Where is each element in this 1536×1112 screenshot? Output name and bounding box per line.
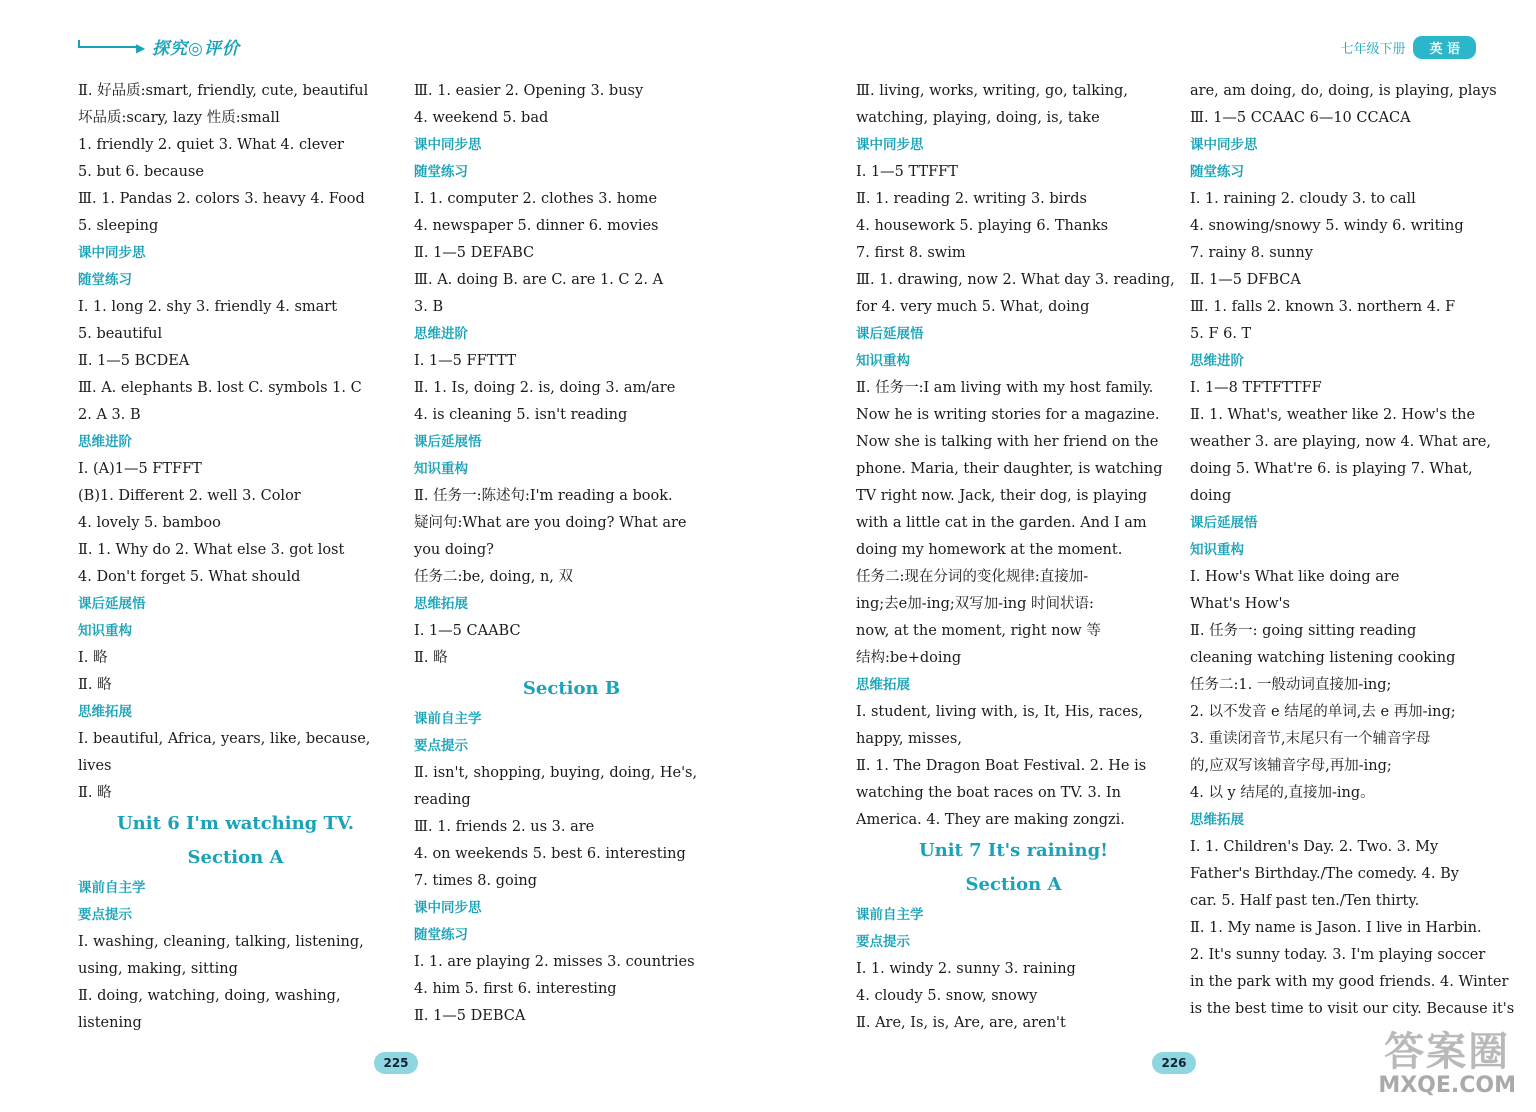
answer-line: Ⅱ. 1—5 DEFABC	[414, 245, 535, 261]
section-label: 知识重构	[414, 461, 468, 477]
section-label: 思维进阶	[414, 326, 468, 342]
section-title: Section A	[965, 874, 1062, 895]
answer-line: in the park with my good friends. 4. Winter	[1190, 974, 1509, 990]
answer-line: Ⅰ. 1. windy 2. sunny 3. raining	[856, 961, 1076, 977]
answer-line: Ⅰ. student, living with, is, It, His, races,	[856, 704, 1143, 720]
section-label: 思维进阶	[1190, 353, 1244, 369]
answer-line: is the best time to visit our city. Because it's	[1190, 1001, 1515, 1017]
brand-title: 探究◎评价	[152, 39, 240, 59]
answer-line: Ⅰ. 1—5 CAABC	[414, 623, 521, 639]
section-label: 课后延展悟	[78, 596, 146, 612]
answer-line: Ⅱ. 好品质:smart, friendly, cute, beautiful	[78, 83, 369, 99]
answer-line: Ⅰ. 1—8 TFTFTTFF	[1190, 380, 1322, 396]
answer-line: Ⅰ. How's What like doing are	[1190, 569, 1400, 585]
answer-line: 2. 以不发音 e 结尾的单词,去 e 再加-ing;	[1190, 704, 1456, 720]
section-title: Section B	[522, 678, 621, 699]
answer-line: Ⅰ. 略	[78, 650, 108, 666]
answer-line: 任务二:现在分词的变化规律:直接加-	[856, 569, 1089, 585]
answer-line: 7. first 8. swim	[856, 245, 966, 261]
answer-line: car. 5. Half past ten./Ten thirty.	[1190, 893, 1420, 909]
page-number-left: 225	[374, 1052, 418, 1074]
section-label: 思维拓展	[1190, 812, 1244, 828]
answer-line: Ⅱ. 1—5 DEBCA	[414, 1008, 526, 1024]
answer-line: using, making, sitting	[78, 961, 238, 977]
answer-line: Ⅱ. 任务一:I am living with my host family.	[856, 380, 1154, 396]
page-number-right: 226	[1152, 1052, 1196, 1074]
answer-line: Ⅰ. beautiful, Africa, years, like, because,	[78, 731, 371, 747]
answer-line: Ⅱ. isn't, shopping, buying, doing, He's,	[414, 765, 698, 781]
section-title: Unit 6 I'm watching TV.	[116, 813, 354, 834]
answer-line: 4. on weekends 5. best 6. interesting	[414, 846, 686, 862]
answer-column-1	[78, 78, 393, 1037]
answer-line: 3. 重读闭音节,末尾只有一个辅音字母	[1190, 731, 1431, 747]
answer-line: Ⅲ. 1. friends 2. us 3. are	[414, 819, 595, 835]
answer-line: Ⅰ. 1—5 TTFFT	[856, 164, 958, 180]
answer-line: 2. A 3. B	[78, 407, 141, 423]
answer-line: are, am doing, do, doing, is playing, plays	[1190, 83, 1497, 99]
section-label: 要点提示	[414, 738, 468, 754]
watermark-logo	[1378, 1030, 1516, 1098]
page-header	[0, 0, 1536, 70]
answer-line: 坏品质:scary, lazy 性质:small	[78, 110, 280, 126]
section-label: 课中同步思	[414, 900, 482, 916]
section-label: 课前自主学	[78, 880, 146, 896]
answer-line: Ⅱ. 任务一: going sitting reading	[1190, 623, 1417, 639]
section-label: 课中同步思	[856, 137, 924, 153]
section-label: 知识重构	[78, 623, 132, 639]
answer-line: 7. rainy 8. sunny	[1190, 245, 1313, 261]
answer-line: Ⅱ. doing, watching, doing, washing,	[78, 988, 341, 1004]
answer-line: (B)1. Different 2. well 3. Color	[78, 488, 301, 504]
answer-line: 5. sleeping	[78, 218, 159, 234]
section-label: 随堂练习	[1190, 164, 1244, 180]
answer-line: Now she is talking with her friend on the	[856, 434, 1159, 450]
answer-line: cleaning watching listening cooking	[1190, 650, 1456, 666]
answer-line: Ⅱ. 略	[78, 677, 112, 693]
section-label: 课中同步思	[78, 245, 146, 261]
answer-line: Ⅰ. 1. long 2. shy 3. friendly 4. smart	[78, 299, 338, 315]
answer-line: listening	[78, 1015, 142, 1031]
answer-line: Now he is writing stories for a magazine.	[856, 407, 1160, 423]
answer-line: Ⅰ. 1. are playing 2. misses 3. countries	[414, 954, 695, 970]
answer-line: Ⅰ. 1—5 FFTTT	[414, 353, 517, 369]
answer-line: 3. B	[414, 299, 444, 315]
answer-line: 4. weekend 5. bad	[414, 110, 549, 126]
answer-line: phone. Maria, their daughter, is watching	[856, 461, 1163, 477]
answer-line: watching the boat races on TV. 3. In	[856, 785, 1122, 801]
section-label: 随堂练习	[414, 927, 468, 943]
section-title: Unit 7 It's raining!	[918, 840, 1109, 861]
answer-line: Ⅱ. 略	[78, 785, 112, 801]
answer-line: 4. housework 5. playing 6. Thanks	[856, 218, 1109, 234]
answer-line: watching, playing, doing, is, take	[856, 110, 1100, 126]
answer-line: 4. cloudy 5. snow, snowy	[856, 988, 1038, 1004]
answer-line: Ⅱ. Are, Is, is, Are, are, aren't	[856, 1015, 1066, 1031]
answer-line: 4. snowing/snowy 5. windy 6. writing	[1190, 218, 1464, 234]
answer-line: Ⅲ. A. doing B. are C. are 1. C 2. A	[414, 272, 664, 288]
answer-column-2	[414, 78, 729, 1030]
answer-line: with a little cat in the garden. And I am	[856, 515, 1147, 531]
section-label: 课后延展悟	[1190, 515, 1258, 531]
answer-line: doing 5. What're 6. is playing 7. What,	[1190, 461, 1473, 477]
answer-line: 4. is cleaning 5. isn't reading	[414, 407, 628, 423]
section-label: 课前自主学	[414, 711, 482, 727]
section-title: Section A	[187, 847, 284, 868]
answer-line: Ⅱ. 1—5 BCDEA	[78, 353, 190, 369]
answer-line: 5. but 6. because	[78, 164, 204, 180]
answer-line: Father's Birthday./The comedy. 4. By	[1190, 866, 1459, 882]
answer-line: happy, misses,	[856, 731, 962, 747]
answer-line: 4. him 5. first 6. interesting	[414, 981, 617, 997]
answer-line: Ⅲ. 1. drawing, now 2. What day 3. reading,	[856, 272, 1175, 288]
answer-line: Ⅲ. A. elephants B. lost C. symbols 1. C	[78, 380, 362, 396]
section-label: 随堂练习	[414, 164, 468, 180]
answer-line: reading	[414, 792, 471, 808]
subject-badge: 英 语	[1413, 36, 1476, 59]
answer-line: lives	[78, 758, 112, 774]
answer-line: 4. newspaper 5. dinner 6. movies	[414, 218, 659, 234]
section-label: 课中同步思	[1190, 137, 1258, 153]
section-label: 课前自主学	[856, 907, 924, 923]
section-label: 要点提示	[78, 907, 132, 923]
answer-line: Ⅲ. 1. falls 2. known 3. northern 4. F	[1190, 299, 1456, 315]
answer-line: What's How's	[1190, 596, 1290, 612]
answer-line: America. 4. They are making zongzi.	[856, 812, 1125, 828]
header-rule	[78, 46, 138, 48]
answer-line: 任务二:be, doing, n, 双	[414, 569, 574, 585]
section-label: 思维进阶	[78, 434, 132, 450]
answer-line: 任务二:1. 一般动词直接加-ing;	[1190, 677, 1392, 693]
watermark-url: MXQE.COM	[1378, 1073, 1516, 1098]
answer-line: 4. lovely 5. bamboo	[78, 515, 221, 531]
answer-line: doing my homework at the moment.	[856, 542, 1123, 558]
answer-line: Ⅱ. 任务一:陈述句:I'm reading a book.	[414, 488, 673, 504]
section-label: 思维拓展	[856, 677, 910, 693]
answer-column-3	[856, 78, 1175, 1037]
answer-line: Ⅲ. 1—5 CCAAC 6—10 CCACA	[1190, 110, 1411, 126]
answer-line: Ⅰ. washing, cleaning, talking, listening,	[78, 934, 364, 950]
answer-line: doing	[1190, 488, 1232, 504]
section-label: 知识重构	[856, 353, 910, 369]
answer-line: 5. beautiful	[78, 326, 163, 342]
answer-line: 的,应双写该辅音字母,再加-ing;	[1190, 758, 1392, 774]
answer-line: Ⅱ. 1. reading 2. writing 3. birds	[856, 191, 1087, 207]
answer-line: Ⅱ. 略	[414, 650, 448, 666]
answer-line: Ⅱ. 1. What's, weather like 2. How's the	[1190, 407, 1476, 423]
answer-line: Ⅲ. living, works, writing, go, talking,	[856, 83, 1128, 99]
answer-line: 4. 以 y 结尾的,直接加-ing。	[1190, 785, 1375, 801]
answer-column-4	[1190, 78, 1515, 1023]
answer-line: Ⅰ. (A)1—5 FTFFT	[78, 461, 202, 477]
answer-line: 1. friendly 2. quiet 3. What 4. clever	[78, 137, 344, 153]
answer-line: 疑问句:What are you doing? What are	[414, 515, 687, 531]
section-label: 课后延展悟	[856, 326, 924, 342]
answer-line: Ⅲ. 1. Pandas 2. colors 3. heavy 4. Food	[78, 191, 365, 207]
grade-label: 七年级下册	[1340, 42, 1406, 57]
answer-line: Ⅲ. 1. easier 2. Opening 3. busy	[414, 83, 644, 99]
answer-line: 5. F 6. T	[1190, 326, 1252, 342]
answer-line: Ⅱ. 1. The Dragon Boat Festival. 2. He is	[856, 758, 1147, 774]
answer-line: ing;去e加-ing;双写加-ing 时间状语:	[856, 596, 1094, 612]
section-label: 课后延展悟	[414, 434, 482, 450]
section-label: 知识重构	[1190, 542, 1244, 558]
watermark-text: 答案圈	[1384, 1029, 1511, 1075]
section-label: 要点提示	[856, 934, 910, 950]
answer-line: Ⅱ. 1—5 DFBCA	[1190, 272, 1301, 288]
arrow-icon: ▶	[136, 41, 146, 55]
section-label: 思维拓展	[78, 704, 132, 720]
section-label: 思维拓展	[414, 596, 468, 612]
answer-line: 4. Don't forget 5. What should	[78, 569, 301, 585]
answer-line: Ⅰ. 1. computer 2. clothes 3. home	[414, 191, 658, 207]
answer-line: Ⅱ. 1. My name is Jason. I live in Harbin.	[1190, 920, 1482, 936]
answer-line: 结构:be+doing	[856, 650, 962, 666]
answer-line: you doing?	[414, 542, 494, 558]
answer-line: Ⅰ. 1. Children's Day. 2. Two. 3. My	[1190, 839, 1439, 855]
answer-line: 2. It's sunny today. 3. I'm playing soccer	[1190, 947, 1486, 963]
answer-line: Ⅱ. 1. Why do 2. What else 3. got lost	[78, 542, 345, 558]
answer-line: Ⅱ. 1. Is, doing 2. is, doing 3. am/are	[414, 380, 676, 396]
answer-line: 7. times 8. going	[414, 873, 538, 889]
section-label: 课中同步思	[414, 137, 482, 153]
answer-line: TV right now. Jack, their dog, is playing	[856, 488, 1148, 504]
section-label: 随堂练习	[78, 272, 132, 288]
header-right	[1340, 36, 1476, 59]
answer-line: Ⅰ. 1. raining 2. cloudy 3. to call	[1190, 191, 1416, 207]
answer-line: now, at the moment, right now 等	[856, 623, 1101, 639]
answer-line: weather 3. are playing, now 4. What are,	[1190, 434, 1491, 450]
answer-line: for 4. very much 5. What, doing	[856, 299, 1090, 315]
